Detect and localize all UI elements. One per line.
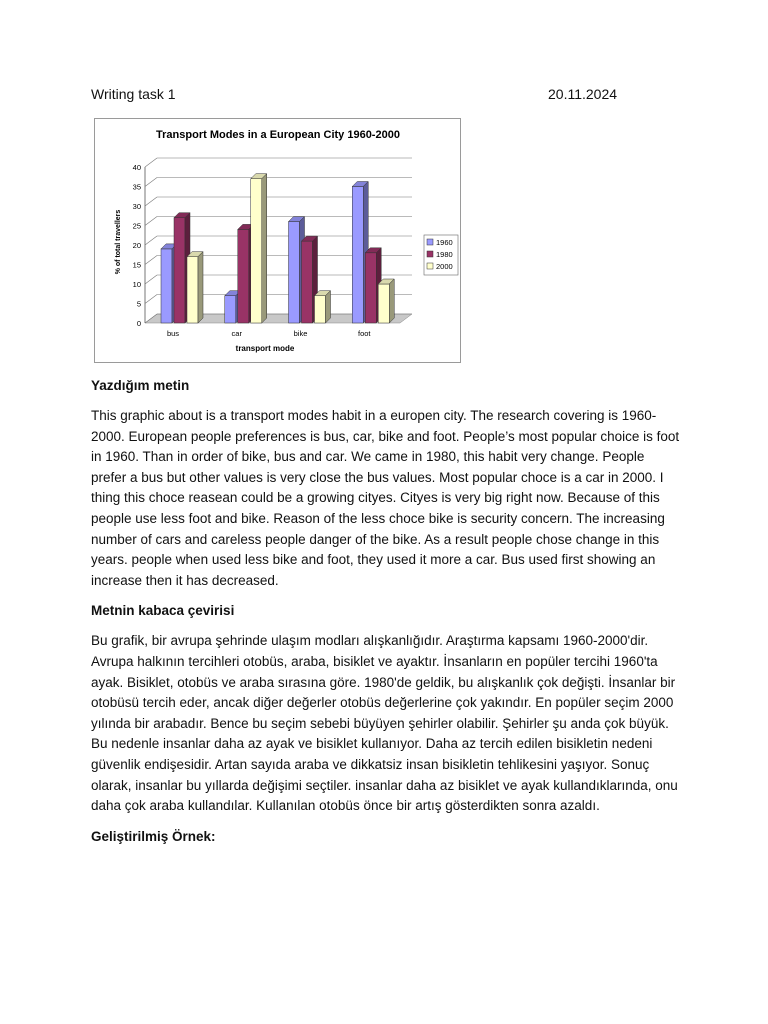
chart-bar-front (315, 296, 326, 323)
chart-canvas (95, 119, 460, 362)
chart-y-tick-label: 30 (132, 202, 141, 211)
chart-bar-side (262, 174, 267, 323)
chart-bar-front (161, 249, 172, 323)
chart-bar-front (251, 179, 262, 323)
chart-y-tick-label: 20 (132, 241, 141, 250)
chart-gridline-diag (145, 197, 157, 206)
written-text-heading: Yazdığım metin (91, 378, 190, 393)
chart-legend-label: 2000 (436, 262, 453, 271)
chart-y-tick-label: 0 (136, 319, 141, 328)
chart-legend-swatch (427, 263, 433, 269)
chart-bar-front (187, 257, 198, 323)
chart-bar-front (225, 296, 236, 323)
written-text-paragraph: This graphic about is a transport modes habit in a europen city. The research covering is 1960-2000. European people preferences is bus, car, bike and foot. People’s most popular choice is foot in 1960. Than in order of bike, bus and car. We came in 1980, this habit very change. People prefer a bus but other values is very close the bus values. Most popular choce is a car in 2000. I thing this choce reasean could be a growing cityes. Cityes is very big right now. Because of this people use less foot and bike. Reason of the less choce bike is security concern. The increasing number of cars and careless people danger of the bike. As a result people chose change in this years. people when used less bike and foot, they used it more a car. Bus used first showing an increase then it has decreased. (91, 408, 680, 588)
chart-x-tick-label: foot (357, 329, 371, 338)
chart-x-tick-label: car (231, 329, 242, 338)
chart-x-axis-label: transport mode (235, 344, 295, 353)
chart-title: Transport Modes in a European City 1960-2000 (156, 129, 400, 141)
chart-bar-front (174, 218, 185, 323)
chart-x-tick-label: bus (166, 329, 180, 338)
chart-y-tick-label: 25 (132, 221, 141, 231)
chart-y-tick-label: 10 (132, 280, 141, 289)
translation-heading: Metnin kabaca çevirisi (91, 603, 235, 619)
translation-paragraph: Bu grafik, bir avrupa şehrinde ulaşım modları alışkanlığıdır. Araştırma kapsamı 1960-2000'dir. Avrupa halkının tercihleri otobüs, araba, bisiklet ve ayaktır. İnsanların en popüler tercihi 1960'ta ayak. Bisiklet, otobüs ve araba sırasına göre. 1980'de geldik, bu alışkanlık çok değişti. İnsanlar bir otobüsü tercih eder, ancak diğer değerler otobüs değerlerine çok yakındır. En popüler seçim 2000 yılında bir arabadır. Bence bu seçim sebebi büyüyen şehirler olabilir. Şehirler şu anda çok büyük. Bu nedenle insanlar daha az ayak ve bisiklet kullanıyor. Daha az tercih edilen bisikletin nedeni güvenlik endişesidir. Artan sayıda araba ve dikkatsiz insan bisikletin tehlikesini yaşıyor. Sonuç olarak, insanlar bu yıllarda değişimi seçtiler. insanlar daha az bisiklet ve ayak kullandıklarında, onu daha çok araba kullandılar. Kullanılan otobüs önce bir artış gösterdikten sonra azaldı. (91, 633, 678, 814)
chart-y-tick-label: 35 (132, 182, 141, 192)
chart-legend-swatch (427, 239, 433, 245)
document-date: 20.11.2024 (548, 86, 618, 102)
chart-y-tick-label: 15 (132, 260, 141, 270)
chart-bar (251, 174, 267, 323)
document-body (91, 376, 681, 857)
chart-bar-front (365, 253, 376, 323)
chart-bar (378, 279, 394, 323)
chart-gridline-diag (145, 217, 157, 226)
chart-bar-side (198, 252, 203, 323)
chart-bar-front (352, 187, 363, 324)
chart-legend-label: 1980 (436, 250, 453, 259)
chart-gridline-diag (145, 295, 157, 304)
chart-x-tick-label: bike (293, 329, 308, 338)
chart-bar-front (238, 229, 249, 323)
chart-gridline-diag (145, 256, 157, 265)
chart-y-tick-label: 5 (136, 299, 141, 309)
chart-bar (187, 252, 203, 323)
transport-chart (94, 118, 461, 363)
chart-gridline-diag (145, 158, 157, 167)
chart-bar-side (326, 291, 331, 323)
improved-example-heading: Geliştirilmiş Örnek: (91, 828, 216, 844)
chart-bar-front (302, 241, 313, 323)
chart-y-axis-label: % of total travellers (115, 209, 122, 275)
chart-bar-front (289, 222, 300, 323)
chart-bar-front (378, 284, 389, 323)
chart-bar (315, 291, 331, 323)
chart-y-tick-label: 40 (132, 163, 141, 172)
chart-legend-label: 1960 (436, 238, 453, 247)
chart-bar-side (389, 279, 394, 323)
chart-gridline-diag (145, 275, 157, 284)
chart-gridline-diag (145, 236, 157, 245)
chart-gridline-diag (145, 178, 157, 187)
chart-legend-swatch (427, 251, 433, 257)
writing-task-label: Writing task 1 (91, 86, 176, 102)
